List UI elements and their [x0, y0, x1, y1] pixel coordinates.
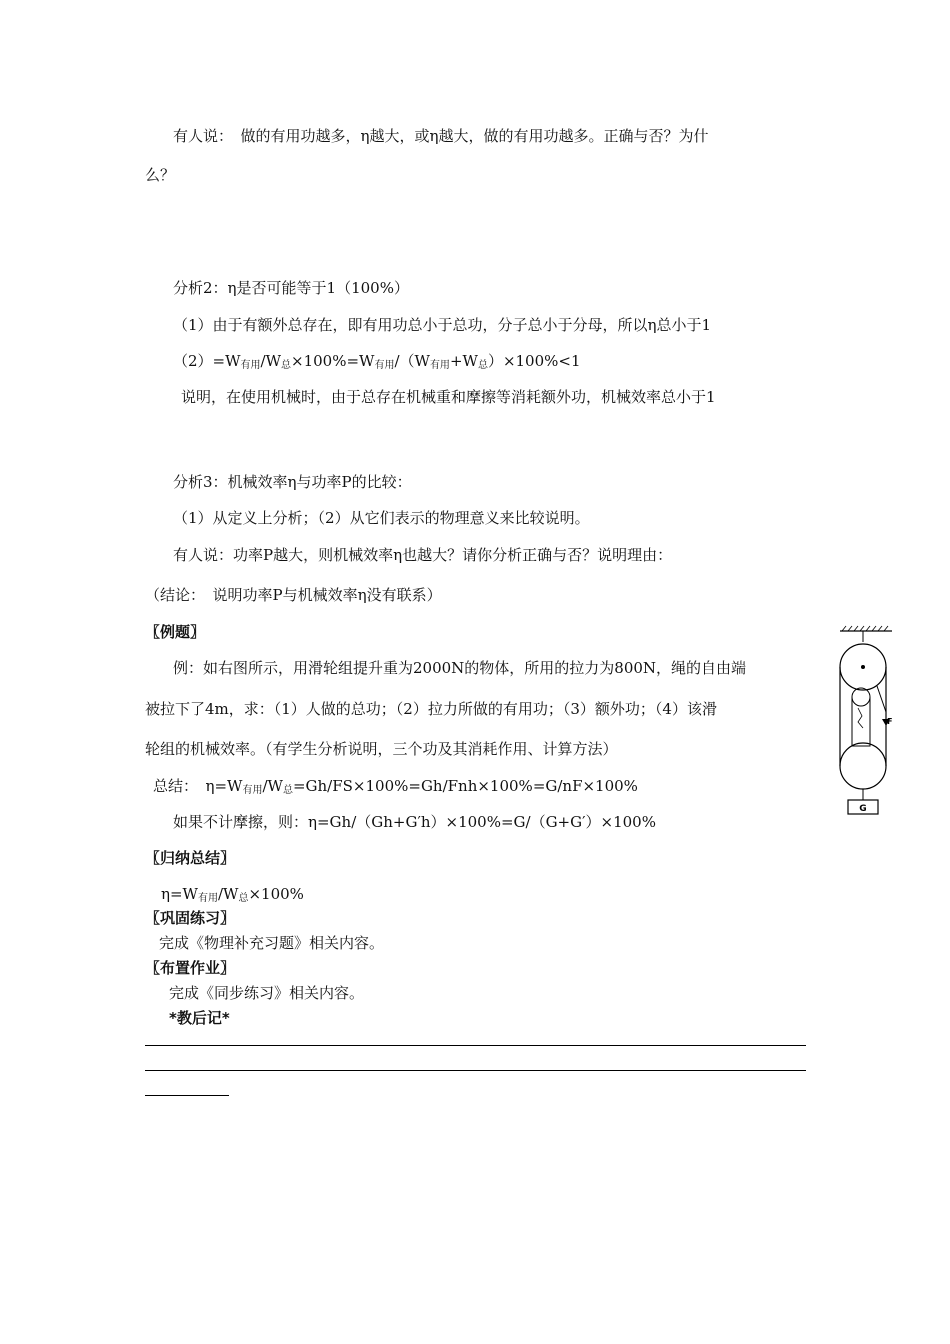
induction-formula: $\eta=W_{有用}/W_总\times 100\%$ — [161, 885, 304, 904]
paragraph-question-line2: 么？ — [145, 166, 176, 184]
analysis3-title: 分析3：机械效率η与功率P的比较： — [173, 473, 412, 491]
example-summary: 总结： $\eta=W_{有用}/W_总=Gh/FS\times 100\%=Gh/Fnh\times 100\%=G/nF\times 100\%$ — [153, 777, 638, 796]
example-nofriction: 如果不计摩擦，则：η=Gh/（Gh+G′h）×100%=G/（G+G′）×100% — [173, 813, 656, 831]
homework-text: 完成《同步练习》相关内容。 — [169, 984, 365, 1002]
force-label: F — [887, 717, 893, 726]
induction-heading: 〖归纳总结〗 — [145, 849, 236, 867]
movable-pulley — [840, 743, 886, 789]
fixed-pulley-axle — [861, 665, 865, 669]
analysis3-conclusion: （结论： 说明功率P与机械效率η没有联系） — [145, 586, 442, 604]
inner-frame — [852, 697, 870, 746]
example-heading: 〖例题〗 — [145, 623, 206, 641]
example-line2: 被拉下了4m，求：（1）人做的总功；（2）拉力所做的有用功；（3）额外功；（4）该滑 — [145, 700, 717, 718]
postscript-label: *教后记* — [169, 1009, 230, 1027]
analysis2-note: 说明，在使用机械时，由于总存在机械重和摩擦等消耗额外功，机械效率总小于1 — [181, 388, 716, 406]
pull-rope — [877, 686, 886, 712]
homework-heading: 〖布置作业〗 — [145, 959, 236, 977]
inner-rope-detail — [858, 708, 863, 728]
pulley-system-figure — [836, 624, 896, 816]
ceiling-hatch — [842, 626, 888, 631]
analysis2-title: 分析2：η是否可能等于1（100%） — [173, 279, 409, 297]
ruled-line-1 — [145, 1045, 806, 1046]
example-line3: 轮组的机械效率。（有学生分析说明，三个功及其消耗作用、计算方法） — [145, 740, 618, 758]
analysis2-item1: （1）由于有额外总存在，即有用功总小于总功，分子总小于分母，所以η总小于1 — [173, 316, 712, 334]
paragraph-question-line1: 有人说： 做的有用功越多，η越大，或η越大，做的有用功越多。正确与否？为什 — [173, 127, 709, 145]
inner-pulley — [852, 688, 870, 706]
example-line1: 例：如右图所示，用滑轮组提升重为2000N的物体，所用的拉力为800N，绳的自由端 — [173, 659, 747, 677]
analysis3-item: （1）从定义上分析；（2）从它们表示的物理意义来比较说明。 — [173, 509, 590, 527]
practice-text: 完成《物理补充习题》相关内容。 — [159, 934, 385, 952]
ruled-line-2 — [145, 1070, 806, 1071]
practice-heading: 〖巩固练习〗 — [145, 909, 236, 927]
weight-label: G — [859, 804, 867, 814]
ruled-line-3 — [145, 1095, 229, 1096]
analysis3-question: 有人说：功率P越大，则机械效率η也越大？请你分析正确与否？说明理由： — [173, 546, 673, 564]
analysis2-item2: $(2)=W_{有用}/W_总\times 100\%=W_{有用}/(W_{有用}+W_总)\times 100\%<1$ — [173, 352, 581, 371]
